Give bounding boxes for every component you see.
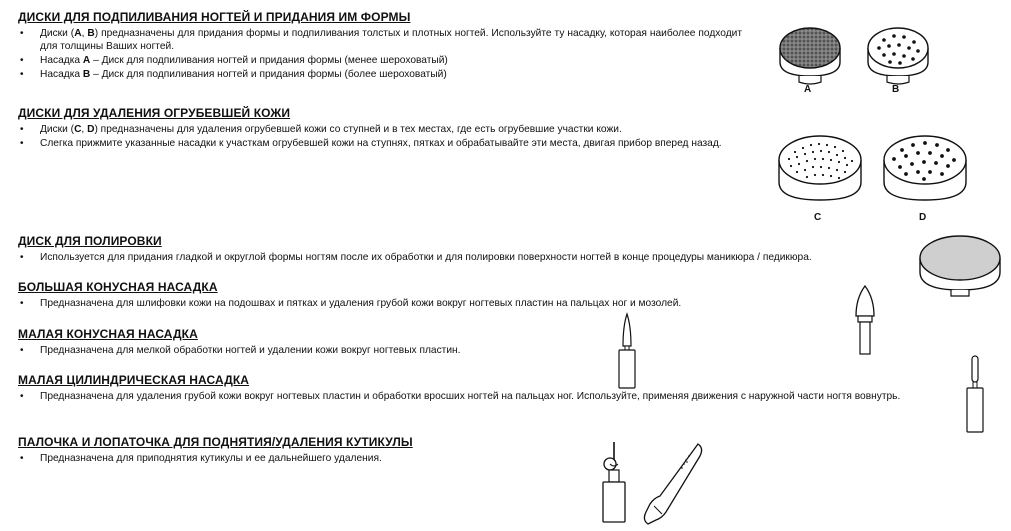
- list-item: • Предназначена для приподнятия кутикулы и ее дальнейшего удаления.: [18, 452, 578, 465]
- polishing-disc-icon: [915, 232, 1005, 302]
- section-cuticle-tools: [18, 435, 578, 466]
- disc-d-label: D: [919, 212, 927, 223]
- list-item: • Насадка А – Диск для подпиливания ногтей и придания формы (менее шероховатый): [18, 54, 742, 67]
- section-heading: ДИСК ДЛЯ ПОЛИРОВКИ: [18, 234, 162, 248]
- section-heading: МАЛАЯ КОНУСНАЯ НАСАДКА: [18, 327, 198, 341]
- bullet-list: [18, 251, 898, 264]
- bullet-list: [18, 452, 578, 465]
- section-heading: ПАЛОЧКА И ЛОПАТОЧКА ДЛЯ ПОДНЯТИЯ/УДАЛЕНИЯ КУТИКУЛЫ: [18, 435, 413, 449]
- small-cylinder-icon: [960, 354, 990, 436]
- section-small-cone: [18, 327, 598, 358]
- section-skin-removal-discs: [18, 106, 742, 151]
- large-cone-icon: [850, 284, 880, 356]
- disc-b-label: B: [892, 84, 900, 95]
- bullet-list: [18, 297, 778, 310]
- list-item: • Диски (А, В) предназначены для придания формы и подпиливания толстых и плотных ногтей. Используйте ту насадку, которая наиболее подходит для толщины Ваших ногтей.: [18, 27, 742, 53]
- disc-c-icon: [775, 130, 865, 226]
- bullet-list: [18, 27, 742, 81]
- small-cone-icon: [612, 312, 642, 392]
- list-item: • Используется для придания гладкой и округлой формы ногтям после их обработки и для полировки поверхности ногтей в конце процедуры маникюра / педикюра.: [18, 251, 898, 264]
- section-polishing-disc: [18, 234, 898, 265]
- section-heading: ДИСКИ ДЛЯ ПОДПИЛИВАНИЯ НОГТЕЙ И ПРИДАНИЯ ИМ ФОРМЫ: [18, 10, 411, 24]
- section-heading: МАЛАЯ ЦИЛИНДРИЧЕСКАЯ НАСАДКА: [18, 373, 250, 387]
- list-item: • Диски (С, D) предназначены для удаления огрубевшей кожи со ступней и в тех местах, где есть огрубевшие участки кожи.: [18, 123, 742, 136]
- section-small-cylinder: [18, 373, 956, 404]
- bullet-list: [18, 390, 956, 403]
- section-heading: ДИСКИ ДЛЯ УДАЛЕНИЯ ОГРУБЕВШЕЙ КОЖИ: [18, 106, 291, 120]
- section-heading: БОЛЬШАЯ КОНУСНАЯ НАСАДКА: [18, 280, 218, 294]
- disc-d-icon: [880, 130, 970, 226]
- cuticle-stick-icon: [596, 440, 632, 526]
- disc-b-icon: [862, 20, 934, 98]
- disc-a-label: A: [804, 84, 812, 95]
- section-large-cone: [18, 280, 778, 311]
- bullet-list: [18, 344, 598, 357]
- list-item: • Предназначена для шлифовки кожи на подошвах и пятках и удаления грубой кожи вокруг ногтевых пластин на пальцах ног и мозолей.: [18, 297, 778, 310]
- cuticle-spatula-icon: [640, 440, 706, 528]
- disc-c-label: C: [814, 212, 822, 223]
- section-nail-filing-discs: [18, 10, 742, 82]
- list-item: • Предназначена для удаления грубой кожи вокруг ногтевых пластин и обработки вросших ногтей на пальцах ног. Используйте, применяя движения с наружной части ногтя вовнутрь.: [18, 390, 956, 403]
- disc-a-icon: [775, 20, 845, 98]
- list-item: • Слегка прижмите указанные насадки к участкам огрубевшей кожи на ступнях, пятках и обрабатывайте эти места, двигая прибор вперед назад.: [18, 137, 742, 150]
- list-item: • Предназначена для мелкой обработки ногтей и удалении кожи вокруг ногтевых пластин.: [18, 344, 598, 357]
- list-item: • Насадка В – Диск для подпиливания ногтей и придания формы (более шероховатый): [18, 68, 742, 81]
- bullet-list: [18, 123, 742, 150]
